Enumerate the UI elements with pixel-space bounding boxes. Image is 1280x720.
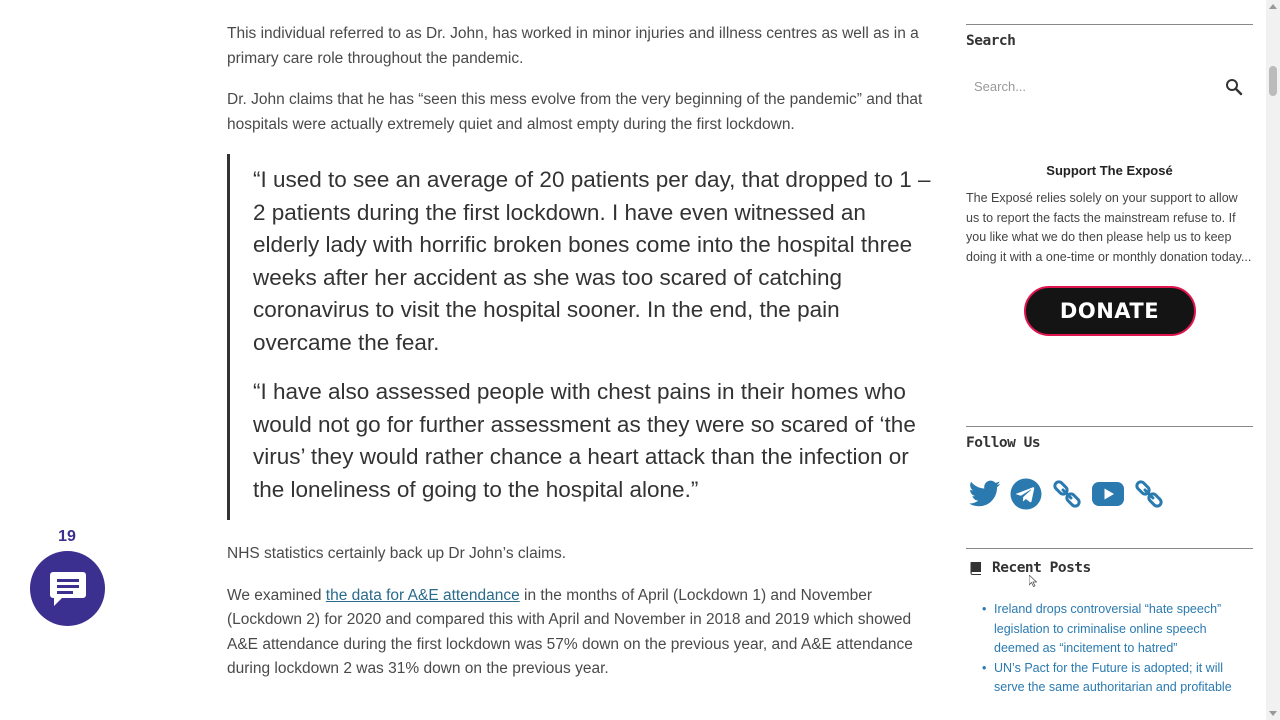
support-widget [966, 163, 1253, 336]
scroll-down-arrow[interactable] [1269, 711, 1277, 716]
scroll-up-arrow[interactable] [1269, 4, 1277, 9]
telegram-link[interactable] [1010, 478, 1042, 510]
article-paragraph: This individual referred to as Dr. John, has worked in minor injuries and illness centres as well as in a primary care role throughout the pandemic. [227, 25, 919, 67]
support-title: Support The Exposé [1046, 163, 1173, 178]
support-text: The Exposé relies solely on your support to allow us to report the facts the mainstream refuse to. If you like what we do then please help us to keep doing it with a one-time or monthly donation today... [966, 191, 1252, 264]
link-icon [1051, 478, 1083, 510]
link-button[interactable] [1133, 478, 1165, 510]
follow-widget [966, 426, 1253, 510]
paragraph-text: We examined [227, 586, 326, 604]
youtube-link[interactable] [1092, 478, 1124, 510]
paragraph-text: in the months of April (Lockdown 1) and November (Lockdown 2) for 2020 and compared this with April and November in 2018 and 2019 which showed A&E attendance during the first lockdown was 57% down on the previous year, and A&E attendance during lockdown 2 was 31% down on the previous year. [227, 586, 913, 677]
youtube-icon [1092, 482, 1124, 506]
mouse-cursor-icon [1029, 575, 1037, 587]
twitter-link[interactable] [969, 478, 1001, 510]
twitter-icon [969, 480, 1001, 508]
article-paragraph: NHS statistics certainly back up Dr John’s claims. [227, 545, 567, 562]
link-button[interactable] [1051, 478, 1083, 510]
donate-wrapper [966, 286, 1253, 336]
recent-posts-widget [966, 548, 1253, 698]
quote-paragraph: “I used to see an average of 20 patients per day, that dropped to 1 – 2 patients during the first lockdown. I have even witnessed an elderly lady with horrific broken bones come into the hospital three weeks after her accident as she was too scared of catching coronavirus to visit the hospital sooner. In the end, the pain overcame the fear. [253, 167, 931, 355]
sidebar [966, 24, 1253, 698]
follow-widget-title: Follow Us [966, 435, 1041, 451]
blockquote [227, 154, 932, 520]
widget-divider [966, 548, 1253, 549]
list-item [982, 600, 1253, 659]
article-body [227, 22, 932, 699]
list-item [982, 659, 1253, 698]
search-input[interactable] [966, 71, 1253, 101]
search-button[interactable] [1223, 77, 1245, 99]
search-widget-title: Search [966, 33, 1016, 49]
recent-post-link[interactable]: UN’s Pact for the Future is adopted; it will serve the same authoritarian and profitable [994, 660, 1232, 694]
search-icon [1225, 78, 1243, 96]
search-form [966, 71, 1253, 101]
widget-divider [966, 426, 1253, 427]
article-paragraph: Dr. John claims that he has “seen this mess evolve from the very beginning of the pandemic” and that hospitals were actually extremely quiet and almost empty during the first lockdown. [227, 91, 923, 133]
recent-posts-list [966, 600, 1253, 698]
page-scrollbar[interactable] [1266, 0, 1280, 720]
donate-button[interactable]: DONATE [1024, 286, 1196, 336]
comments-button[interactable] [30, 551, 105, 626]
ae-data-link[interactable]: the data for A&E attendance [325, 586, 520, 604]
chat-icon [48, 570, 88, 608]
widget-divider [966, 24, 1253, 25]
recent-posts-header [970, 560, 1253, 576]
scroll-thumb[interactable] [1269, 66, 1277, 96]
article-paragraph [227, 584, 932, 682]
social-links [969, 478, 1253, 510]
quote-paragraph: “I have also assessed people with chest pains in their homes who would not go for further assessment as they were so scared of ‘the virus’ they would rather chance a heart attack than the infection or the loneliness of going to the hospital alone.” [253, 379, 916, 502]
book-icon [970, 562, 982, 575]
link-icon [1133, 478, 1165, 510]
recent-posts-title: Recent Posts [992, 560, 1091, 576]
comment-count: 19 [58, 528, 76, 545]
telegram-icon [1010, 478, 1042, 510]
recent-post-link[interactable]: Ireland drops controversial “hate speech” legislation to criminalise online speech deemed as “incitement to hatred” [994, 602, 1222, 655]
